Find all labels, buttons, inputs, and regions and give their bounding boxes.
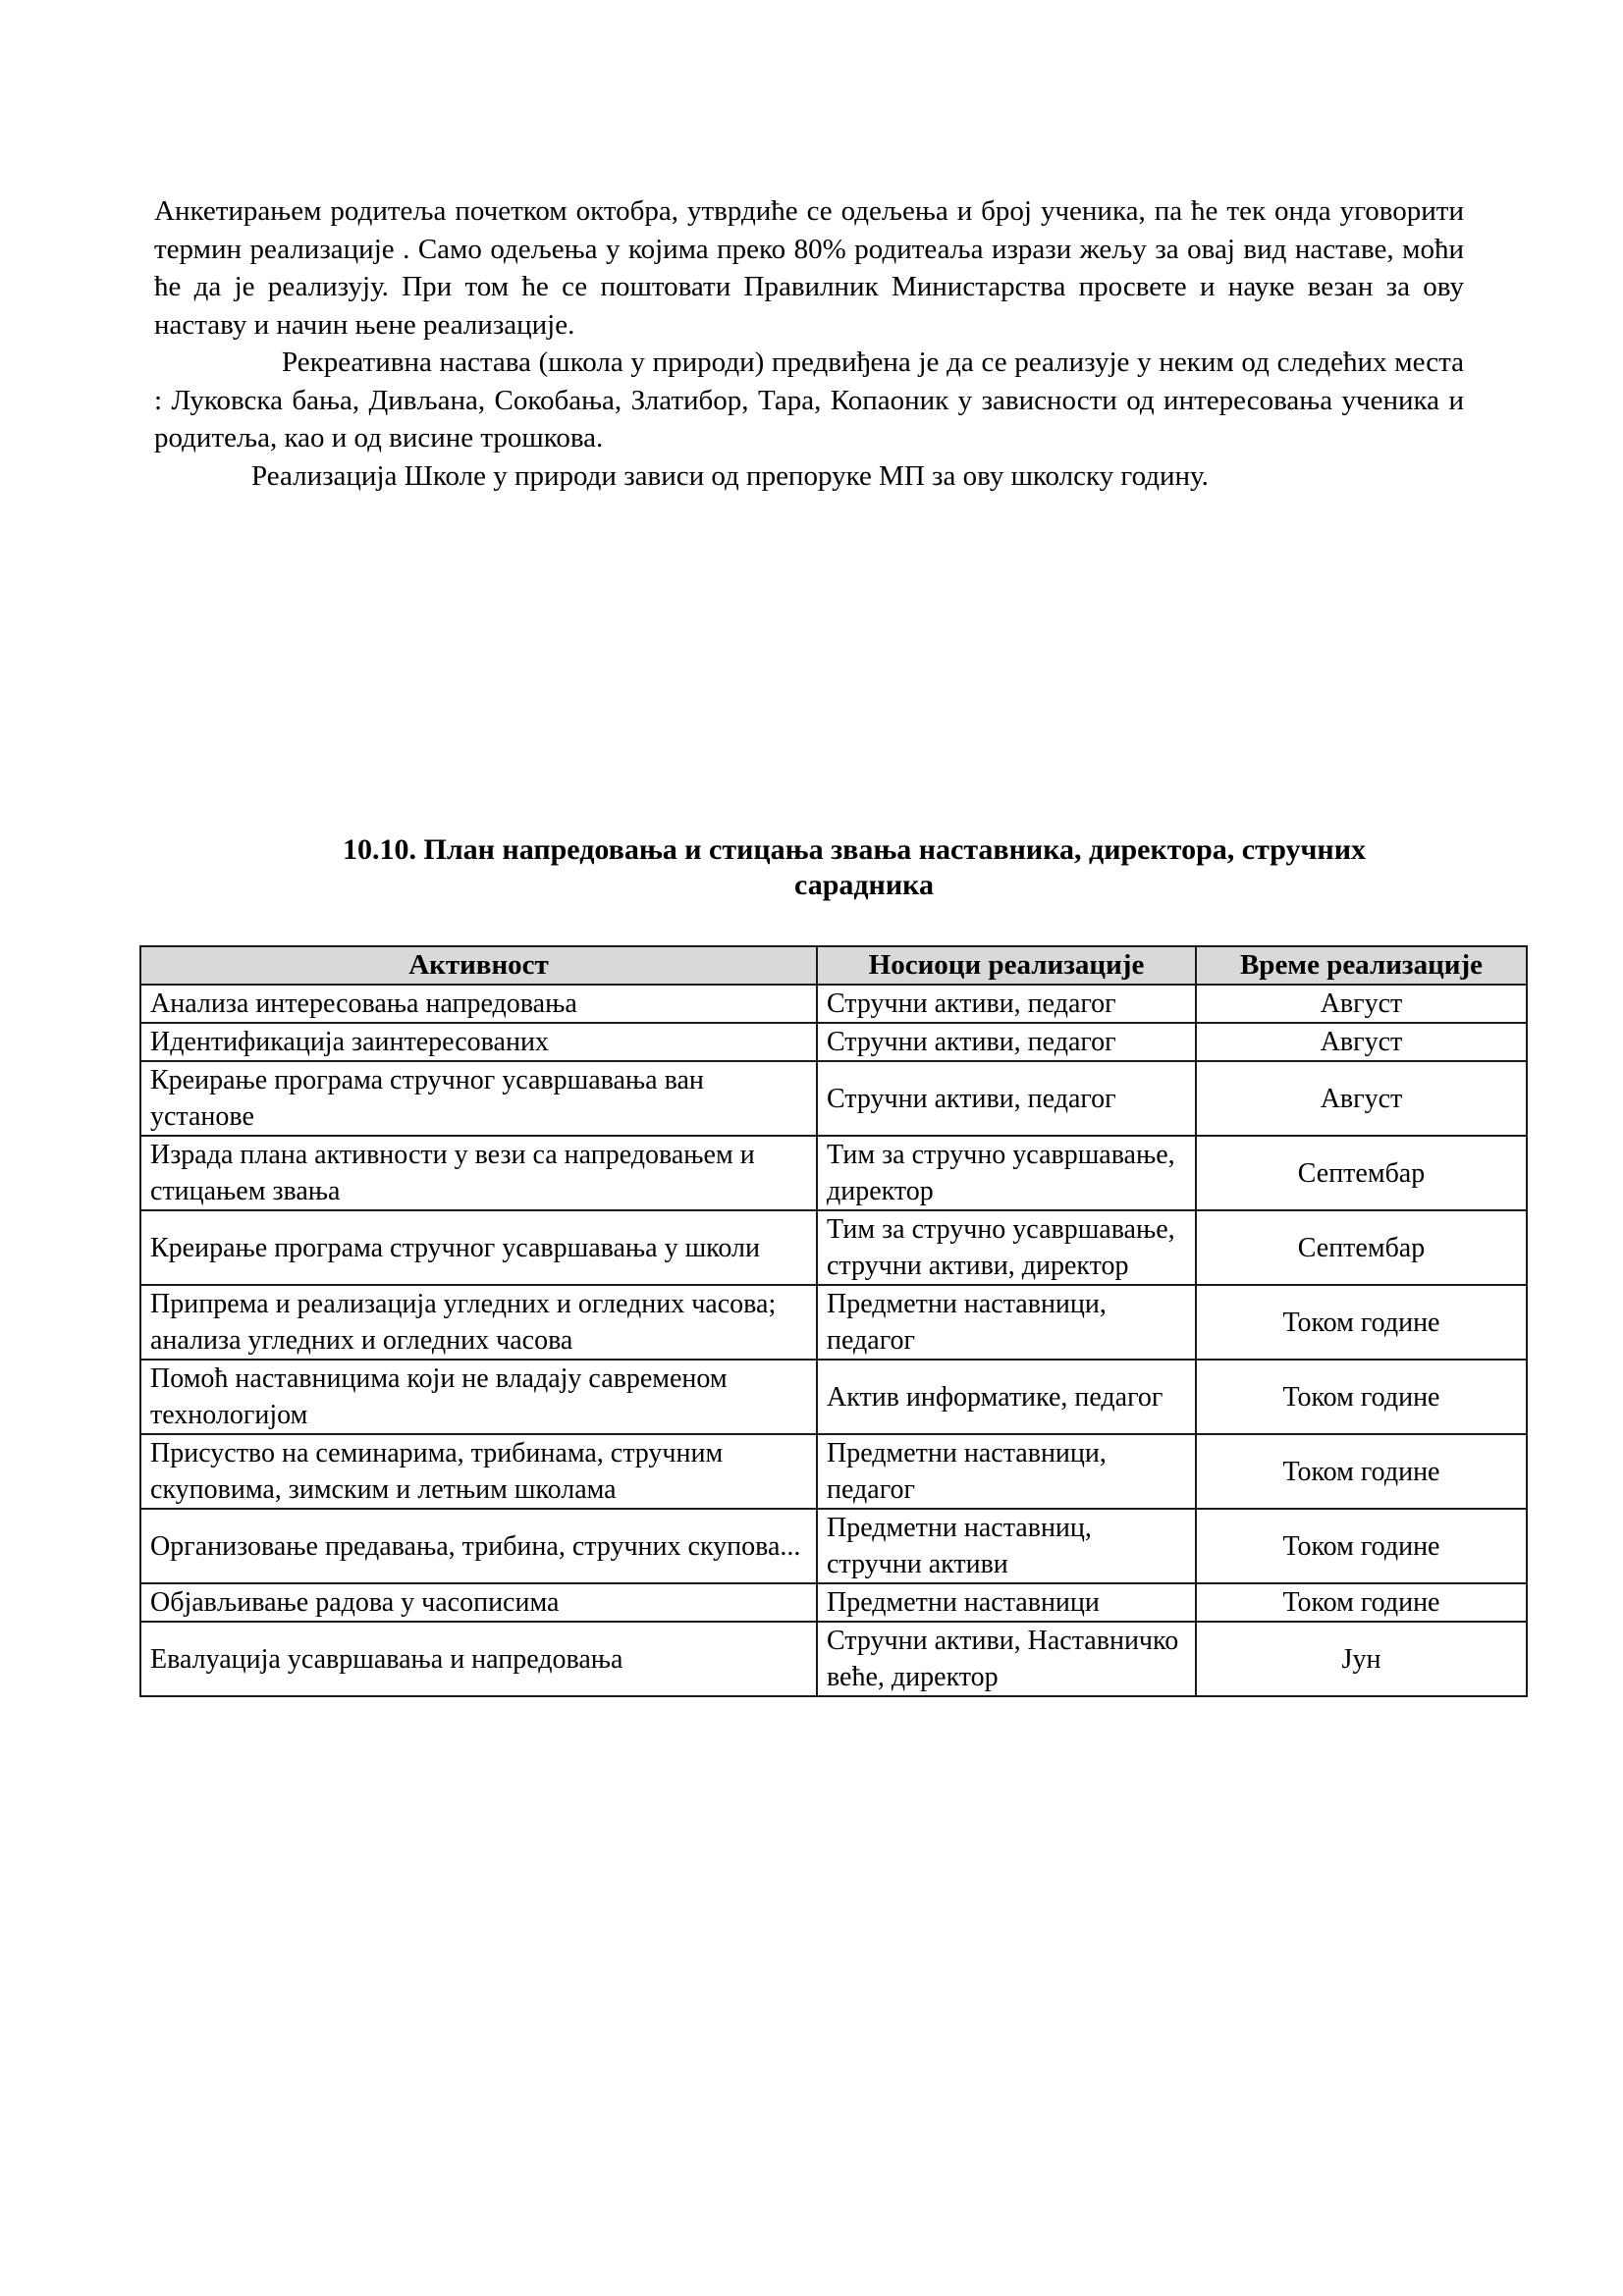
table-row: [140, 1360, 1527, 1434]
cell-activity: Објављивање радова у часописима: [140, 1583, 817, 1622]
cell-time: Током године: [1196, 1285, 1527, 1360]
cell-time: Током године: [1196, 1583, 1527, 1622]
paragraph-school-in-nature: Реализација Школе у природи зависи од препоруке МП за ову школску годину.: [251, 459, 1209, 492]
cell-activity: Припрема и реализација угледних и огледних часова; анализа угледних и огледних часова: [140, 1285, 817, 1360]
cell-carriers: Предметни наставници: [817, 1583, 1196, 1622]
paragraph-recreational-teaching: Рекреативна настава (школа у природи) предвиђена је да се реализује у неким од следећих места : Луковска бања, Дивљана, Сокобања, Златибор, Тара, Копаоник у зависности од интересовања ученика и родитеља, као и од висине трошкова.: [154, 347, 1464, 454]
cell-carriers: Стручни активи, педагог: [817, 1023, 1196, 1061]
cell-carriers: Предметни наставници, педагог: [817, 1434, 1196, 1509]
advancement-plan-table: [139, 945, 1528, 1697]
cell-time: Септембар: [1196, 1210, 1527, 1285]
table-header-row: [140, 946, 1527, 985]
cell-time: Током године: [1196, 1434, 1527, 1509]
section-heading: [147, 832, 1443, 903]
cell-activity: Помоћ наставницима који не владају савременом технологијом: [140, 1360, 817, 1434]
table-row: [140, 1023, 1527, 1061]
cell-time: Август: [1196, 985, 1527, 1023]
table-row: [140, 1583, 1527, 1622]
cell-carriers: Стручни активи, педагог: [817, 985, 1196, 1023]
cell-time: Јун: [1196, 1622, 1527, 1696]
cell-activity: Идентификација заинтересованих: [140, 1023, 817, 1061]
section-heading-line1: 10.10. План напредовања и стицања звања наставника, директора, стручних: [342, 833, 1367, 866]
cell-activity: Израда плана активности у вези са напредовањем и стицањем звања: [140, 1136, 817, 1210]
cell-time: Август: [1196, 1061, 1527, 1136]
section-heading-line2: сарадника: [794, 869, 934, 901]
cell-carriers: Тим за стручно усавршавање, стручни активи, директор: [817, 1210, 1196, 1285]
table-row: [140, 1136, 1527, 1210]
table-row: [140, 1434, 1527, 1509]
table-row: [140, 1061, 1527, 1136]
cell-carriers: Стручни активи, Наставничко веће, директор: [817, 1622, 1196, 1696]
cell-carriers: Предметни наставниц, стручни активи: [817, 1509, 1196, 1583]
table-row: [140, 1509, 1527, 1583]
header-time: Време реализације: [1196, 946, 1527, 985]
header-activity: Активност: [140, 946, 817, 985]
cell-activity: Креирање програма стручног усавршавања у школи: [140, 1210, 817, 1285]
cell-carriers: Актив информатике, педагог: [817, 1360, 1196, 1434]
cell-activity: Организовање предавања, трибина, стручних скупова...: [140, 1509, 817, 1583]
cell-time: Током године: [1196, 1509, 1527, 1583]
cell-time: Током године: [1196, 1360, 1527, 1434]
cell-activity: Креирање програма стручног усавршавања ван установе: [140, 1061, 817, 1136]
paragraph-survey: Анкетирањем родитеља почетком октобра, утврдиће се одељења и број ученика, па ће тек онда уговорити термин реализације . Само одељења у којима преко 80% родитеаља изрази жељу за овај вид наставе, моћи ће да је реализују. При том ће се поштовати Правилник Министарства просвете и науке везан за ову наставу и начин њене реализације.: [154, 195, 1464, 341]
cell-carriers: Стручни активи, педагог: [817, 1061, 1196, 1136]
cell-activity: Евалуација усавршавања и напредовања: [140, 1622, 817, 1696]
cell-carriers: Тим за стручно усавршавање, директор: [817, 1136, 1196, 1210]
table-row: [140, 985, 1527, 1023]
cell-time: Август: [1196, 1023, 1527, 1061]
header-carriers: Носиоци реализације: [817, 946, 1196, 985]
intro-text: [154, 192, 1464, 495]
table-row: [140, 1210, 1527, 1285]
table-row: [140, 1285, 1527, 1360]
cell-activity: Присуство на семинарима, трибинама, стручним скуповима, зимским и летњим школама: [140, 1434, 817, 1509]
table-row: [140, 1622, 1527, 1696]
cell-time: Септембар: [1196, 1136, 1527, 1210]
cell-carriers: Предметни наставници, педагог: [817, 1285, 1196, 1360]
cell-activity: Анализа интересовања напредовања: [140, 985, 817, 1023]
